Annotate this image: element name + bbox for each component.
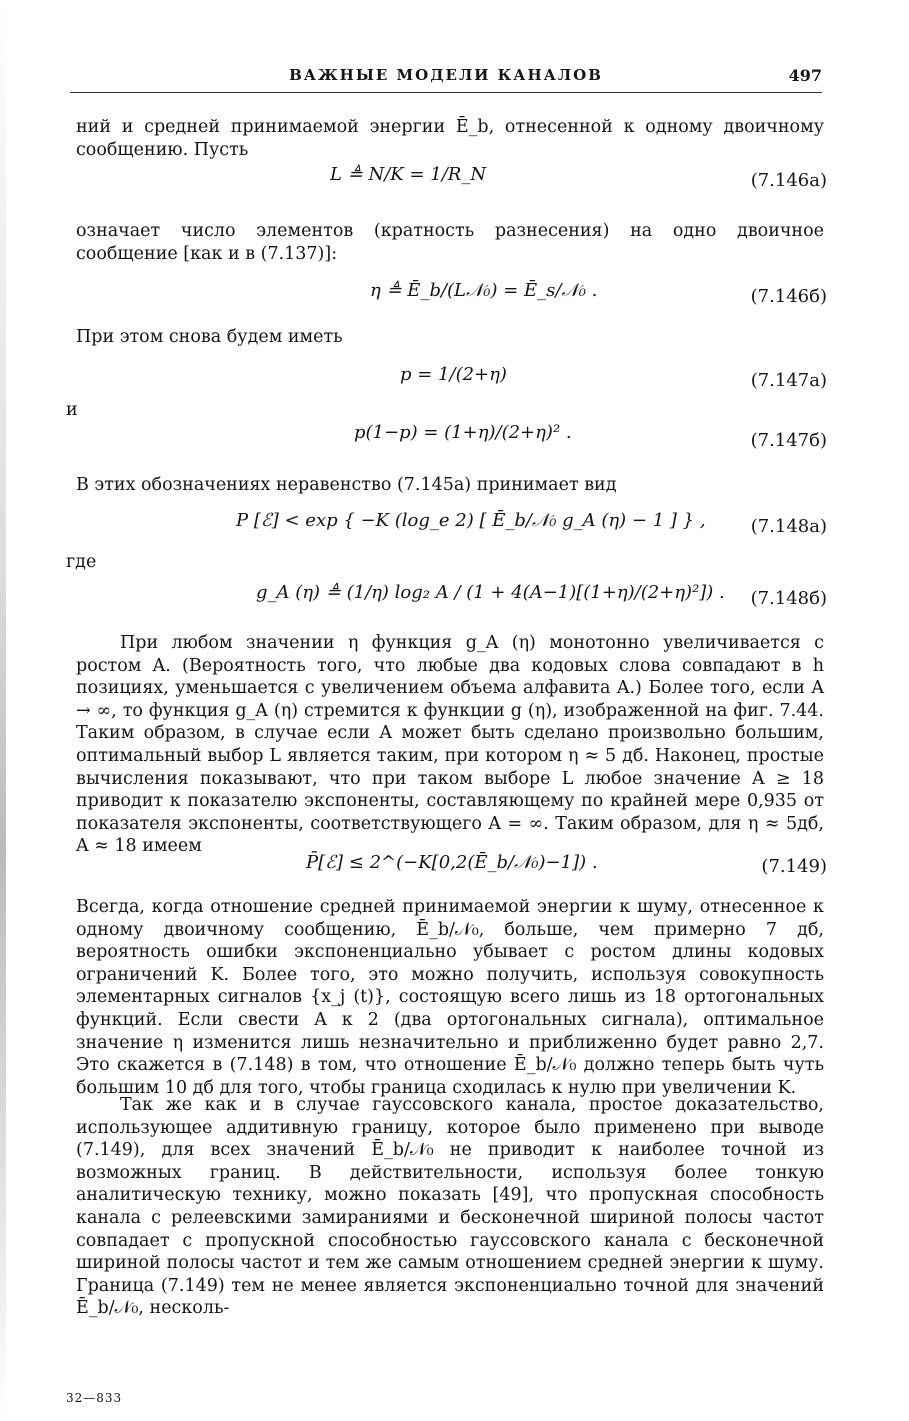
scan-edge-shadow (0, 0, 6, 1421)
equation-7-148a: P [ℰ] < exp { −K (log_e 2) [ Ē_b/𝒩₀ g_A (η) − 1 ] } , (236, 510, 706, 531)
conjunction-and: и (66, 400, 78, 420)
word-where: где (66, 552, 97, 572)
page-number: 497 (788, 66, 822, 85)
equation-7-147a: p = 1/(2+η) (400, 364, 507, 385)
paragraph-gaussian: Так же как и в случае гауссовского канала, простое доказательство, использующее аддитивную границу, которое было применено при выводе (7.149), для всех значений Ē_b/𝒩₀ не приводит к наиболее точной из возможных границ. В действительности, используя более тонкую аналитическую технику, можно показать [49], что пропускная способность канала с релеевскими замираниями и бесконечной шириной полосы частот совпадает с пропускной способностью гауссовского канала с бесконечной шириной полосы частот и тем же самым отношением средней энергии к шуму. Граница (7.149) тем не менее является экспоненциально точной для значений Ē_b/𝒩₀, несколь- (76, 1095, 824, 1319)
equation-number-7-148b: (7.148б) (750, 588, 827, 609)
running-title: ВАЖНЫЕ МОДЕЛИ КАНАЛОВ (289, 66, 603, 84)
equation-number-7-146b: (7.146б) (750, 286, 827, 307)
signature-mark: 32—833 (66, 1391, 123, 1405)
paragraph-intro: ний и средней принимаемой энергии Ē_b, отнесенной к одному двоичному сообщению. Пусть (76, 117, 824, 160)
paragraph-monotonic: При любом значении η функция g_A (η) монотонно увеличивается с ростом A. (Вероятность того, что любые два кодовых слова совпадают в h позициях, уменьшается с увеличением объема алфавита A.) Более того, если A → ∞, то функция g_A (η) стремится к функции g (η), изображенной на фиг. 7.44. Таким образом, в случае если A может быть сделано произвольно большим, оптимальный выбор L является таким, при котором η ≈ 5 дб. Наконец, простые вычисления показывают, что при таком выборе L любое значение A ≥ 18 приводит к показателю экспоненты, составляющему по крайней мере 0,935 от показателя экспоненты, соответствующего A = ∞. Таким образом, для η ≈ 5дб, A ≈ 18 имеем (76, 633, 824, 857)
equation-number-7-147a: (7.147а) (750, 370, 827, 391)
equation-7-147b: p(1−p) = (1+η)/(2+η)² . (354, 422, 572, 443)
paragraph-diversity: означает число элементов (кратность разнесения) на одно двоичное сообщение [как и в (7.137)]: (76, 221, 824, 264)
paragraph-notation: В этих обозначениях неравенство (7.145а) принимает вид (76, 475, 617, 495)
paragraph-again: При этом снова будем иметь (76, 327, 343, 347)
equation-7-148b: g_A (η) ≜ (1/η) log₂ A / (1 + 4(A−1)[(1+η)/(2+η)²]) . (256, 582, 725, 603)
equation-number-7-146a: (7.146а) (750, 170, 827, 191)
equation-number-7-149: (7.149) (761, 856, 827, 877)
paragraph-always: Всегда, когда отношение средней принимаемой энергии к шуму, отнесенное к одному двоичному сообщению, Ē_b/𝒩₀, больше, чем примерно 7 дб, вероятность ошибки экспоненциально убывает с ростом длины кодовых ограничений K. Более того, это можно получить, используя совокупность элементарных сигналов {x_j (t)}, состоящую всего лишь из 18 ортогональных функций. Если свести A к 2 (два ортогональных сигнала), оптимальное значение η изменится лишь незначительно и приближенно будет равно 2,7. Это скажется в (7.148) в том, что отношение Ē_b/𝒩₀ должно теперь быть чуть большим 10 дб для того, чтобы граница сходилась к нулю при увеличении K. (76, 897, 824, 1098)
equation-number-7-147b: (7.147б) (750, 430, 827, 451)
page-header (70, 66, 822, 88)
equation-7-149: P̄[ℰ] ≤ 2^(−K[0,2(Ē_b/𝒩₀)−1]) . (306, 852, 598, 873)
equation-7-146a: L ≜ N/K = 1/R_N (330, 164, 487, 185)
equation-7-146b: η ≜ Ē_b/(L𝒩₀) = Ē_s/𝒩₀ . (370, 280, 598, 301)
header-rule (70, 92, 822, 93)
equation-number-7-148a: (7.148а) (750, 516, 827, 537)
